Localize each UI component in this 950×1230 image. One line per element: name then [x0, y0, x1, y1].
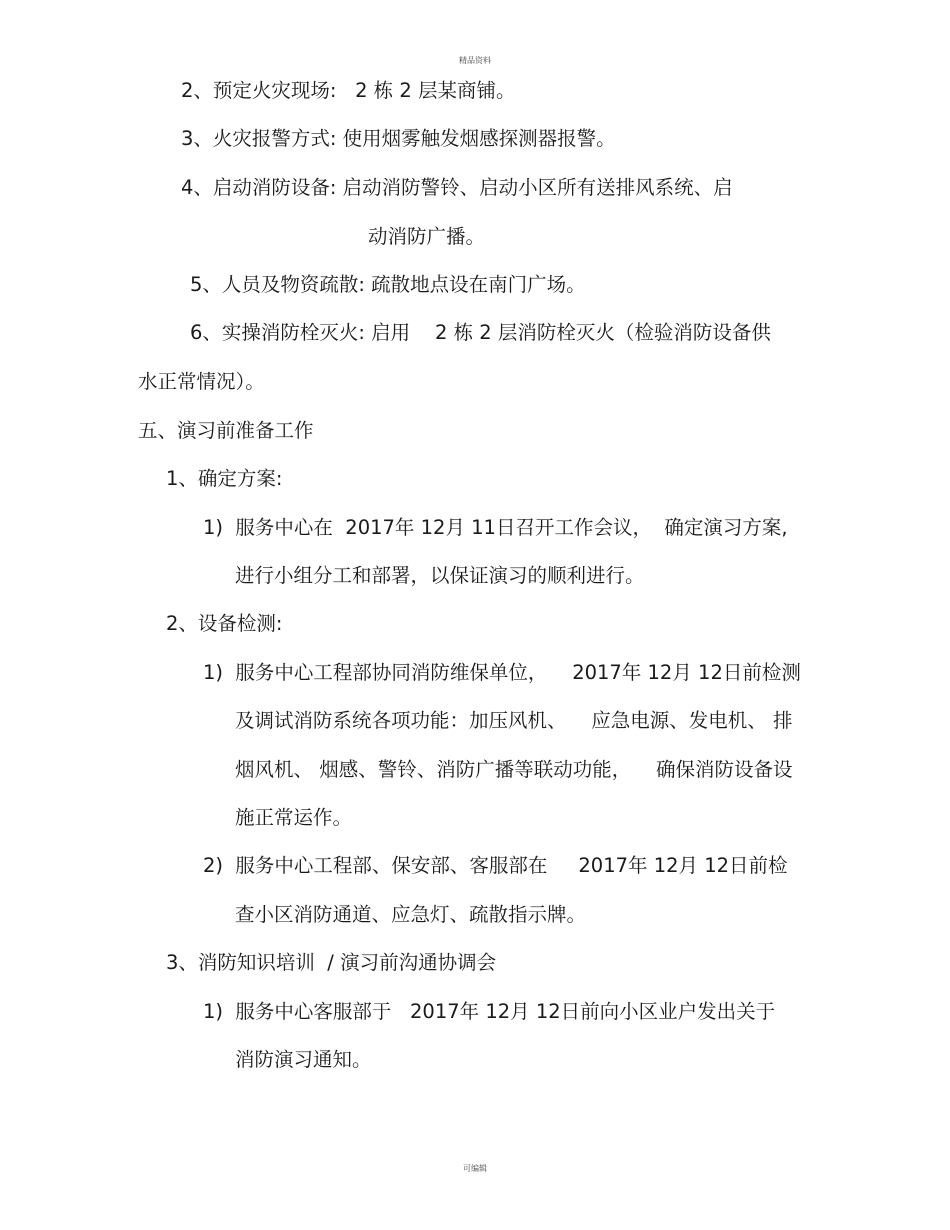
subsection-heading: 1、确定方案: [166, 467, 283, 490]
text-line: 1) 服务中心客服部于 2017年 12月 12日前向小区业户发出关于 [203, 1000, 776, 1023]
text-line: 进行小组分工和部署，以保证演习的顺利进行。 [235, 564, 645, 587]
text-line: 1) 服务中心在 2017年 12月 11日召开工作会议， 确定演习方案, [203, 516, 788, 539]
text-line: 水正常情况）。 [138, 370, 265, 393]
text-line: 6、实操消防栓灭火: 启用 2 栋 2 层消防栓灭火（检验消防设备供 [190, 321, 771, 344]
text-line: 及调试消防系统各项功能：加压风机、 应急电源、发电机、 排 [235, 709, 793, 732]
text-line: 烟风机、 烟感、警铃、消防广播等联动功能， 确保消防设备设 [235, 758, 793, 781]
text-line: 消防演习通知。 [235, 1048, 372, 1071]
subsection-heading: 3、消防知识培训 / 演习前沟通协调会 [166, 951, 497, 974]
text-line: 动消防广播。 [368, 225, 486, 248]
text-line: 3、火灾报警方式: 使用烟雾触发烟感探测器报警。 [181, 127, 616, 150]
text-line: 查小区消防通道、应急灯、疏散指示牌。 [235, 903, 587, 926]
subsection-heading: 2、设备检测: [166, 612, 283, 635]
text-line: 2、预定火灾现场: 2 栋 2 层某商铺。 [181, 79, 516, 102]
text-line: 1) 服务中心工程部协同消防维保单位， 2017年 12月 12日前检测 [203, 661, 801, 684]
section-heading: 五、演习前准备工作 [138, 419, 314, 442]
page-header: 精品资料 [459, 56, 491, 65]
page-footer: 可编辑 [463, 1164, 487, 1173]
text-line: 施正常运作。 [235, 806, 353, 829]
text-line: 4、启动消防设备: 启动消防警铃、启动小区所有送排风系统、启 [181, 176, 733, 199]
text-line: 5、人员及物资疏散: 疏散地点设在南门广场。 [190, 273, 586, 296]
text-line: 2) 服务中心工程部、保安部、客服部在 2017年 12月 12日前检 [203, 854, 788, 877]
